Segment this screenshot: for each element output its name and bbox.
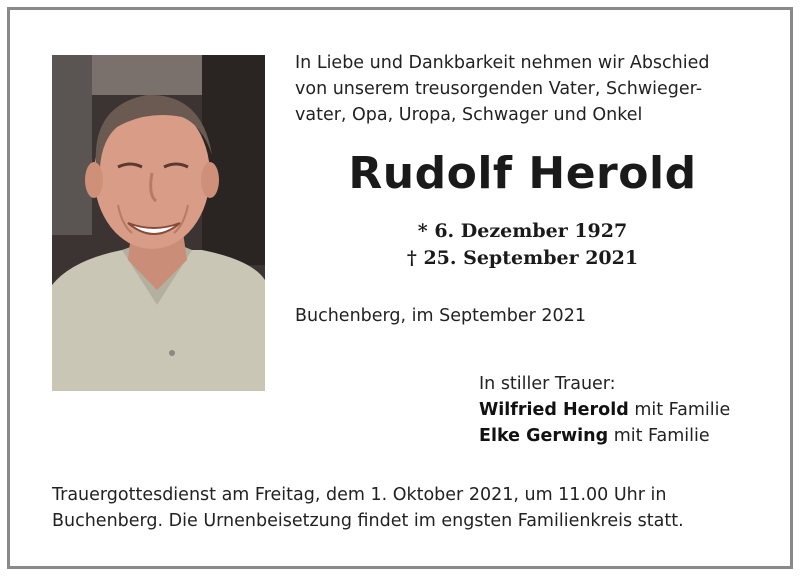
mourner-suffix: mit Familie	[634, 400, 731, 420]
mourners-heading: In stiller Trauer:	[479, 374, 616, 394]
service-line: Buchenberg. Die Urnenbeisetzung findet im engsten Familienkreis statt.	[52, 511, 684, 531]
intro-line: In Liebe und Dankbarkeit nehmen wir Abschied	[295, 53, 710, 73]
service-line: Trauergottesdienst am Freitag, dem 1. Oktober 2021, um 11.00 Uhr in	[52, 485, 667, 505]
portrait-photo	[52, 55, 265, 391]
intro-line: von unserem treusorgenden Vater, Schwieger-	[295, 79, 703, 99]
death-date: † 25. September 2021	[406, 247, 639, 269]
intro-line: vater, Opa, Uropa, Schwager und Onkel	[295, 105, 643, 125]
mourners-block	[479, 371, 779, 449]
intro-text	[295, 50, 765, 128]
place-date: Buchenberg, im September 2021	[295, 306, 586, 326]
portrait-illustration	[52, 55, 265, 391]
mourner-entry	[479, 423, 779, 449]
mourner-suffix: mit Familie	[613, 426, 710, 446]
service-info	[52, 482, 772, 534]
mourner-name: Elke Gerwing	[479, 426, 609, 446]
deceased-name: Rudolf Herold	[348, 148, 697, 199]
life-dates	[295, 218, 750, 272]
mourner-entry	[479, 397, 779, 423]
mourner-name: Wilfried Herold	[479, 400, 629, 420]
birth-date: * 6. Dezember 1927	[417, 220, 628, 242]
